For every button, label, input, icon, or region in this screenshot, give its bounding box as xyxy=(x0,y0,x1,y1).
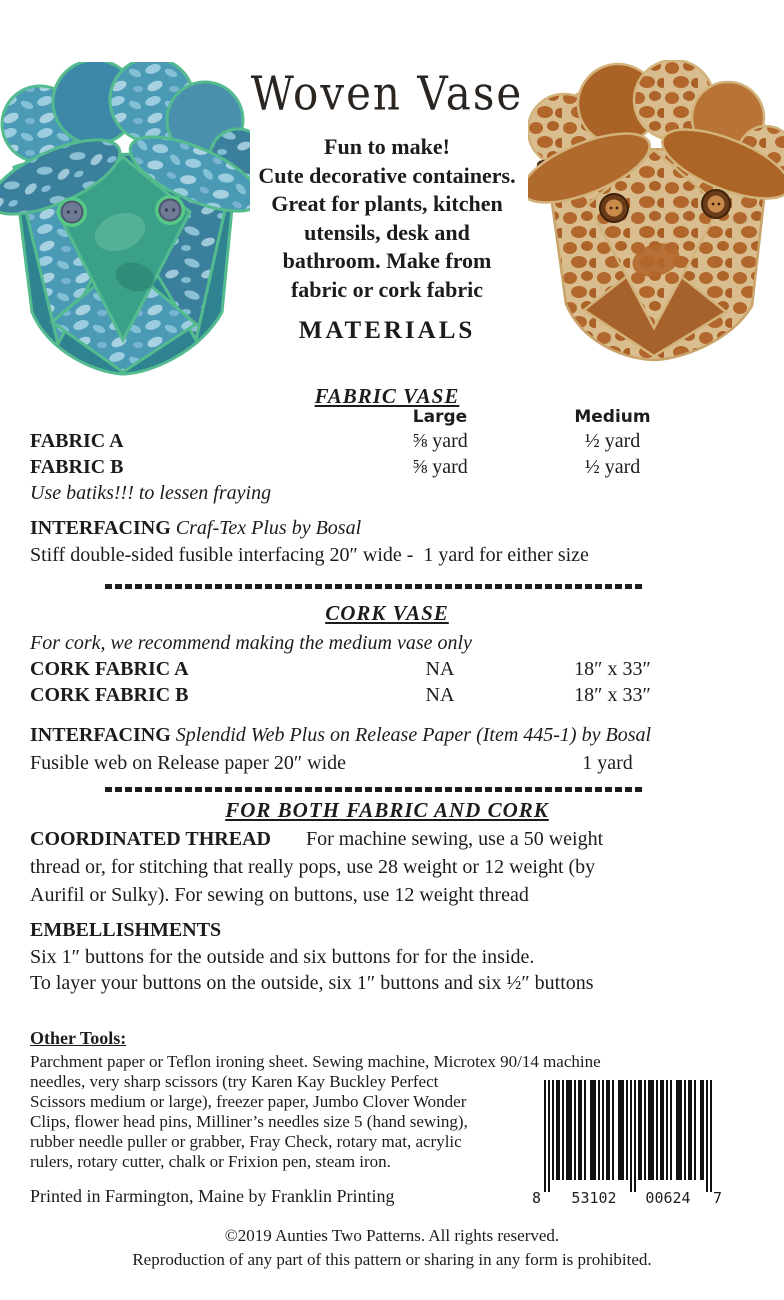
row-large-value: ⅝ yard xyxy=(412,456,468,478)
button-right xyxy=(155,195,185,225)
interfacing-cork-qty: 1 yard xyxy=(582,752,633,774)
tools-line: needles, very sharp scissors (try Karen Kay Buckley Perfect xyxy=(30,1072,439,1091)
interfacing-fabric-desc: Stiff double-sided fusible interfacing 20″ wide - 1 yard for either size xyxy=(30,544,589,566)
dashed-divider xyxy=(105,787,645,792)
button-left xyxy=(57,197,87,227)
table-row xyxy=(30,430,710,453)
embellishments-label: EMBELLISHMENTS xyxy=(30,919,222,941)
page-title: Woven Vase xyxy=(250,66,524,121)
table-row xyxy=(30,684,710,707)
barcode xyxy=(532,1078,722,1210)
thread-line xyxy=(30,828,603,851)
cork-note: For cork, we recommend making the medium vase only xyxy=(30,632,472,654)
col-medium: Medium xyxy=(574,407,651,427)
other-tools-heading: Other Tools: xyxy=(30,1028,127,1048)
tagline-line: Great for plants, kitchen xyxy=(271,191,503,216)
interfacing-cork-desc: Fusible web on Release paper 20″ wide xyxy=(30,752,347,774)
cork-vase-photo xyxy=(528,60,784,362)
materials-heading: MATERIALS xyxy=(298,317,476,344)
tagline-line: Cute decorative containers. xyxy=(258,162,516,188)
tools-line: rubber needle puller or grabber, Fray Check, rotary mat, acrylic xyxy=(30,1132,462,1151)
embellishments-line: Six 1″ buttons for the outside and six buttons for for the inside. xyxy=(30,946,535,968)
tools-line: Scissors medium or large), freezer paper, Jumbo Clover Wonder xyxy=(30,1092,467,1111)
thread-text-line: thread or, for stitching that really pops, use 28 weight or 12 weight (by xyxy=(30,856,596,878)
row-large-value: NA xyxy=(425,658,455,680)
row-large-value: NA xyxy=(425,684,455,706)
barcode-digit-lead: 8 xyxy=(532,1189,542,1207)
copyright-line: ©2019 Aunties Two Patterns. All rights reserved. xyxy=(224,1226,560,1245)
thread-text-line: Aurifil or Sulky). For sewing on buttons, use 12 weight thread xyxy=(30,884,529,906)
fabric-vase-heading: FABRIC VASE xyxy=(314,384,460,408)
row-label: CORK FABRIC A xyxy=(30,658,189,680)
row-label: FABRIC B xyxy=(30,456,124,478)
interfacing-cork-line xyxy=(30,724,651,747)
tagline-line: Fun to make! xyxy=(324,134,450,159)
size-column-headers xyxy=(30,407,710,427)
tools-line: Clips, flower head pins, Milliner’s needles size 5 (hand sewing), xyxy=(30,1112,468,1131)
both-heading: FOR BOTH FABRIC AND CORK xyxy=(225,798,549,822)
tagline-line: bathroom. Make from xyxy=(282,248,492,273)
table-row xyxy=(30,658,710,681)
interfacing-label: INTERFACING xyxy=(30,724,171,746)
batik-note: Use batiks!!! to lessen fraying xyxy=(30,482,272,504)
printed-line: Printed in Farmington, Maine by Franklin Printing xyxy=(30,1186,395,1206)
barcode-digits-left: 53102 xyxy=(571,1189,617,1207)
barcode-digit-check: 7 xyxy=(712,1189,722,1207)
tagline xyxy=(244,133,530,304)
col-large: Large xyxy=(412,407,468,427)
interfacing-label: INTERFACING xyxy=(30,517,171,539)
reproduction-line: Reproduction of any part of this pattern or sharing in any form is prohibited. xyxy=(132,1250,652,1269)
fabric-vase-photo xyxy=(0,62,250,378)
row-label: FABRIC A xyxy=(30,430,124,452)
row-medium-value: ½ yard xyxy=(584,456,641,478)
row-medium-value: 18″ x 33″ xyxy=(574,658,651,680)
thread-label: COORDINATED THREAD xyxy=(30,828,271,850)
interfacing-product: Craf-Tex Plus by Bosal xyxy=(175,517,362,539)
row-medium-value: 18″ x 33″ xyxy=(574,684,651,706)
dashed-divider xyxy=(105,584,645,589)
button-right xyxy=(702,190,730,218)
tagline-line: utensils, desk and xyxy=(304,219,470,245)
table-row xyxy=(30,456,710,479)
thread-text: For machine sewing, use a 50 weight xyxy=(305,828,604,850)
row-label: CORK FABRIC B xyxy=(30,684,189,706)
tagline-line: fabric or cork fabric xyxy=(290,276,484,302)
interfacing-product: Splendid Web Plus on Release Paper (Item 445-1) by Bosal xyxy=(175,724,652,746)
barcode-digits-right: 00624 xyxy=(645,1189,691,1207)
embellishments-line: To layer your buttons on the outside, six 1″ buttons and six ½″ buttons xyxy=(30,972,594,994)
cork-vase-heading: CORK VASE xyxy=(325,601,449,625)
row-large-value: ⅝ yard xyxy=(412,430,468,452)
tools-line: Parchment paper or Teflon ironing sheet. Sewing machine, Microtex 90/14 machine xyxy=(30,1052,601,1071)
interfacing-fabric-line xyxy=(30,517,361,540)
row-medium-value: ½ yard xyxy=(584,430,641,452)
tools-line: rulers, rotary cutter, chalk or Frixion pen, steam iron. xyxy=(30,1152,391,1171)
button-left xyxy=(600,194,628,222)
